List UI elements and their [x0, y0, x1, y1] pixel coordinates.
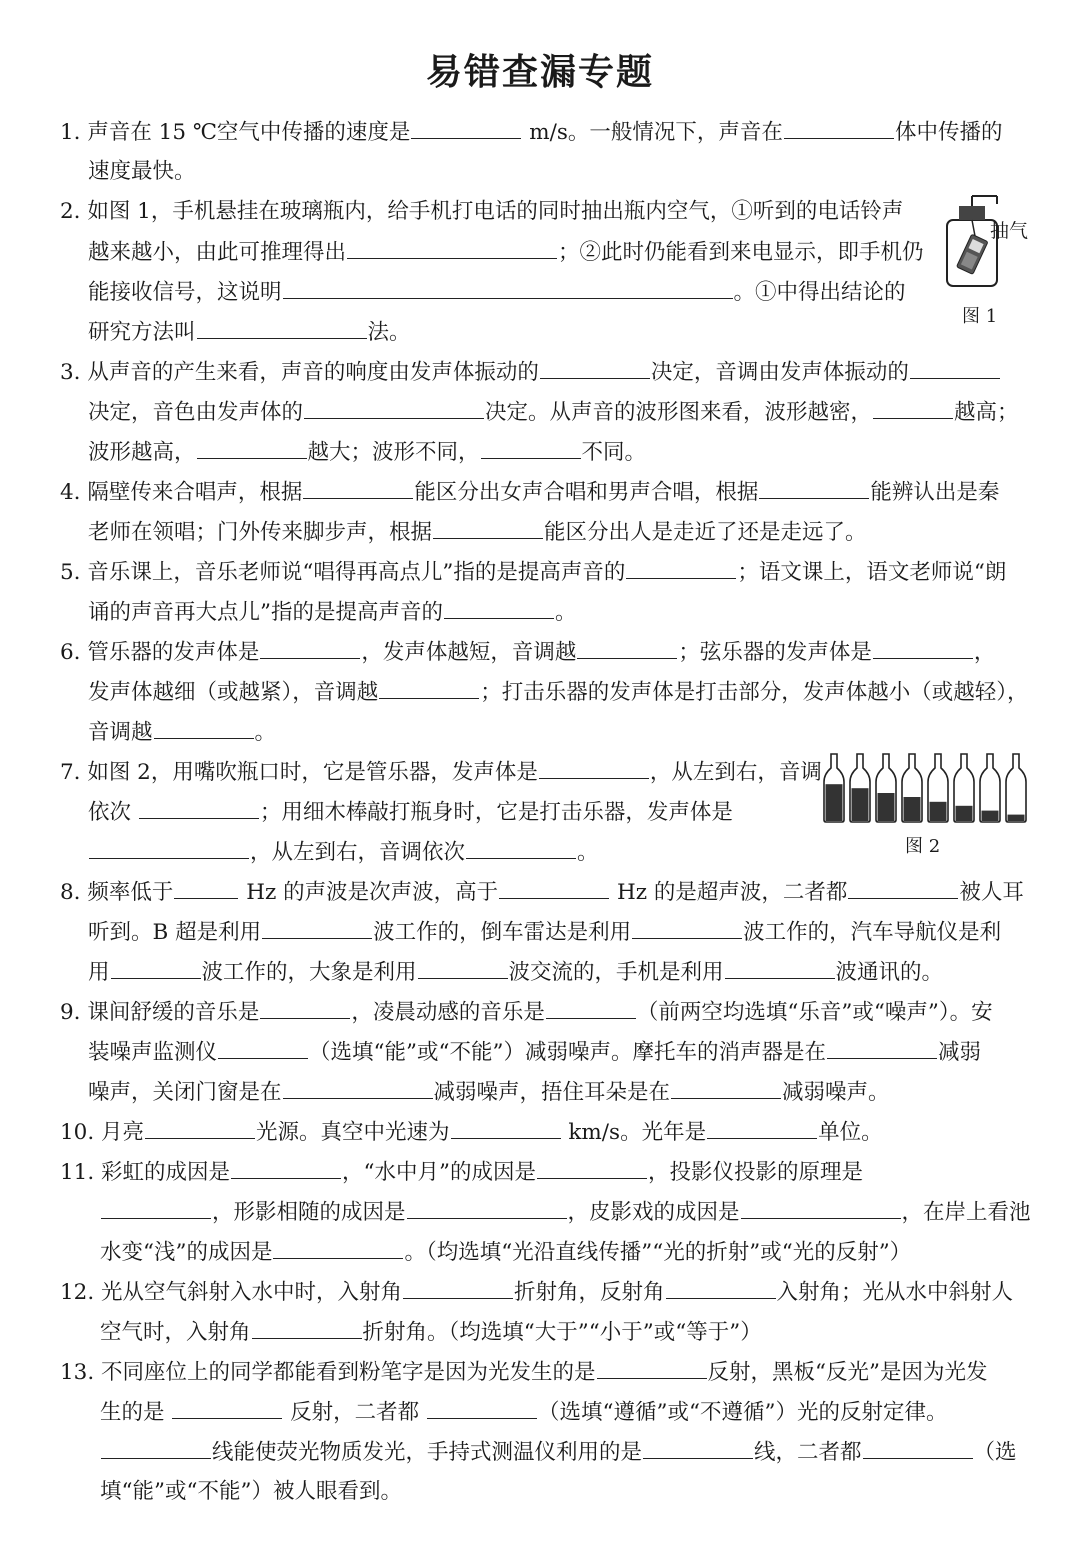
line-text: 。 [254, 720, 277, 745]
line-text: 单位。 [818, 1120, 883, 1145]
bottle [876, 754, 896, 822]
line-text: ，形影相随的成因是 [212, 1200, 406, 1225]
answer-blank[interactable] [411, 112, 521, 139]
answer-blank[interactable] [252, 1312, 362, 1339]
line-text: 减弱噪声。 [782, 1080, 890, 1105]
line-text: 6. 管乐器的发声体是 [60, 640, 260, 665]
line-text: ， [973, 640, 996, 665]
text-line [88, 1032, 981, 1072]
text-line [88, 272, 906, 312]
line-text: 决定。从声音的波形图来看，波形越密， [485, 400, 873, 425]
text-line [88, 432, 646, 472]
answer-blank[interactable] [444, 592, 554, 619]
line-text: （选 [973, 1440, 1017, 1465]
line-text: （选填“能”或“不能”）减弱噪声。摩托车的消声器是在 [309, 1040, 826, 1065]
text-line [88, 592, 577, 632]
answer-blank[interactable] [197, 312, 367, 339]
answer-blank[interactable] [540, 352, 650, 379]
line-text: ，凌晨动感的音乐是 [351, 1000, 545, 1025]
answer-blank[interactable] [174, 872, 238, 899]
line-text: ，投影仪投影的原理是 [648, 1160, 864, 1185]
answer-blank[interactable] [427, 1392, 537, 1419]
answer-blank[interactable] [283, 272, 733, 299]
line-text: 线能使荧光物质发光，手持式测温仪利用的是 [212, 1440, 643, 1465]
answer-blank[interactable] [539, 752, 649, 779]
line-text: 9. 课间舒缓的音乐是 [60, 1000, 260, 1025]
answer-blank[interactable] [145, 1112, 255, 1139]
line-text: ，发声体越短，音调越 [361, 640, 577, 665]
line-text: 空气时，入射角 [100, 1320, 251, 1345]
line-text: ，从左到右，音调依次 [250, 840, 466, 865]
bottle [824, 754, 844, 822]
line-text: ，“水中月”的成因是 [342, 1160, 537, 1185]
line-text: 减弱噪声，捂住耳朵是在 [433, 1080, 671, 1105]
line-text: 8. 频率低于 [60, 880, 174, 905]
line-text: 能辨认出是秦 [870, 480, 1000, 505]
text-line [100, 1192, 1031, 1232]
text-line [60, 872, 1024, 912]
line-text: 13. 不同座位上的同学都能看到粉笔字是因为光发生的是 [60, 1360, 596, 1385]
line-text: 1. 声音在 15 ℃空气中传播的速度是 [60, 120, 411, 145]
text-line [60, 632, 995, 672]
answer-blank[interactable] [910, 352, 1000, 379]
text-line [60, 752, 822, 792]
line-text: m/s。一般情况下，声音在 [522, 120, 783, 145]
line-text: 12. 光从空气斜射入水中时，入射角 [60, 1280, 403, 1305]
bottle [954, 754, 974, 822]
answer-blank[interactable] [139, 792, 259, 819]
line-text: 能接收信号，这说明 [88, 280, 282, 305]
line-text: 老师在领唱；门外传来脚步声，根据 [88, 520, 433, 545]
line-text: 2. 如图 1，手机悬挂在玻璃瓶内，给手机打电话的同时抽出瓶内空气，①听到的电话铃声 [60, 199, 904, 224]
answer-blank[interactable] [231, 1152, 341, 1179]
bottle [850, 754, 870, 822]
answer-blank[interactable] [873, 392, 953, 419]
line-text: 诵的声音再大点儿”指的是提高声音的 [88, 600, 443, 625]
answer-blank[interactable] [260, 632, 360, 659]
line-text: 速度最快。 [88, 159, 196, 184]
line-text: ；打击乐器的发声体是打击部分，发声体越小（或越轻）， [480, 680, 1029, 705]
answer-blank[interactable] [111, 952, 201, 979]
line-text: 波工作的，倒车雷达是利用 [373, 920, 632, 945]
line-text: 入射角；光从水中斜射人 [776, 1280, 1014, 1305]
text-line [88, 792, 733, 832]
line-text: 。①中得出结论的 [733, 280, 906, 305]
line-text: Hz 的是超声波，二者都 [610, 880, 848, 905]
line-text: km/s。光年是 [561, 1120, 707, 1145]
line-text: 生的是 [100, 1400, 172, 1425]
line-text: 体中传播的 [894, 120, 1003, 145]
text-line [88, 672, 1029, 712]
text-line [60, 112, 1002, 152]
line-text: 波工作的，汽车导航仪是利 [743, 920, 1002, 945]
line-text: 4. 隔壁传来合唱声，根据 [60, 480, 303, 505]
line-text: 不同。 [581, 440, 647, 465]
text-line [60, 1112, 883, 1152]
answer-blank[interactable] [403, 1272, 513, 1299]
text-line [60, 1152, 863, 1192]
answer-blank[interactable] [577, 632, 677, 659]
text-line [60, 1272, 1013, 1312]
answer-blank[interactable] [433, 512, 543, 539]
line-text: ；用细木棒敲打瓶身时，它是打击乐器，发声体是 [259, 800, 733, 825]
text-line [88, 392, 1019, 432]
line-text: 波交流的，手机是利用 [508, 960, 724, 985]
answer-blank[interactable] [466, 832, 576, 859]
answer-blank[interactable] [451, 1112, 561, 1139]
answer-blank[interactable] [759, 472, 869, 499]
line-text: 用 [88, 960, 110, 985]
answer-blank[interactable] [260, 992, 350, 1019]
text-line [88, 912, 1001, 952]
line-text: （前两空均选填“乐音”或“噪声”）。安 [636, 1000, 993, 1025]
answer-blank[interactable] [848, 872, 958, 899]
answer-blank[interactable] [347, 232, 557, 259]
line-text: 光源。真空中光速为 [256, 1120, 450, 1145]
bottle [1006, 754, 1026, 822]
line-text: 。 [555, 600, 577, 625]
answer-blank[interactable] [546, 992, 636, 1019]
line-text: 噪声，关闭门窗是在 [88, 1080, 282, 1105]
line-text: 音调越 [88, 720, 153, 745]
line-text: 线，二者都 [754, 1440, 862, 1465]
answer-blank[interactable] [154, 712, 254, 739]
answer-blank[interactable] [632, 912, 742, 939]
answer-blank[interactable] [407, 1192, 567, 1219]
answer-blank[interactable] [707, 1112, 817, 1139]
line-text: 越高； [954, 400, 1019, 425]
text-line [88, 232, 924, 272]
figure-2-bottles [820, 752, 1032, 824]
line-text: 法。 [367, 320, 411, 345]
line-text: 被人耳 [959, 880, 1024, 905]
answer-blank[interactable] [262, 912, 372, 939]
line-text: 水变“浅”的成因是 [100, 1240, 273, 1265]
line-text: 。（均选填“光沿直线传播”“光的折射”或“光的反射”） [404, 1240, 912, 1265]
text-line [88, 312, 411, 352]
answer-blank[interactable] [303, 472, 413, 499]
answer-blank[interactable] [863, 1432, 973, 1459]
text-line [100, 1432, 1017, 1472]
text-line [60, 552, 1006, 592]
answer-blank[interactable] [481, 432, 581, 459]
line-text: 能区分出女声合唱和男声合唱，根据 [414, 480, 759, 505]
line-text: 3. 从声音的产生来看，声音的响度由发声体振动的 [60, 360, 539, 385]
answer-blank[interactable] [304, 392, 484, 419]
line-text: 反射，二者都 [283, 1400, 427, 1425]
bottle [902, 754, 922, 822]
line-text: 反射，黑板“反光”是因为光发 [707, 1360, 988, 1385]
text-line [88, 832, 599, 872]
text-line [88, 152, 196, 192]
answer-blank[interactable] [597, 1352, 707, 1379]
line-text: ，在岸上看池 [901, 1200, 1031, 1225]
bottle [980, 754, 1000, 822]
line-text: ；弦乐器的发声体是 [678, 640, 872, 665]
answer-blank[interactable] [218, 1032, 308, 1059]
line-text: 装噪声监测仪 [88, 1040, 218, 1065]
line-text: 。 [577, 840, 599, 865]
line-text: 填“能”或“不能”）被人眼看到。 [100, 1479, 402, 1504]
line-text: 研究方法叫 [88, 320, 196, 345]
text-line [88, 952, 943, 992]
line-text: ；②此时仍能看到来电显示，即手机仍 [558, 240, 924, 265]
answer-blank[interactable] [671, 1072, 781, 1099]
answer-blank[interactable] [273, 1232, 403, 1259]
figure-2-caption: 图 2 [905, 836, 941, 857]
bottle [928, 754, 948, 822]
line-text: 5. 音乐课上，音乐老师说“唱得再高点儿”指的是提高声音的 [60, 560, 626, 585]
line-text: 依次 [88, 800, 138, 825]
line-text: 越大；波形不同， [307, 440, 480, 465]
line-text: 决定，音色由发声体的 [88, 400, 304, 425]
line-text: ，从左到右，音调 [649, 760, 822, 785]
answer-blank[interactable] [379, 672, 479, 699]
answer-blank[interactable] [827, 1032, 937, 1059]
text-line [60, 992, 993, 1032]
line-text: 折射角，反射角 [514, 1280, 665, 1305]
page-title: 易错查漏专题 [425, 52, 654, 93]
line-text: 10. 月亮 [60, 1120, 145, 1145]
answer-blank[interactable] [626, 552, 736, 579]
line-text: 减弱 [937, 1040, 981, 1065]
line-text: 波通讯的。 [835, 960, 944, 985]
answer-blank[interactable] [666, 1272, 776, 1299]
text-line [88, 1072, 890, 1112]
line-text: 波形越高， [88, 440, 196, 465]
line-text: 折射角。（均选填“大于”“小于”或“等于”） [362, 1320, 762, 1345]
answer-blank[interactable] [89, 832, 249, 859]
answer-blank[interactable] [725, 952, 835, 979]
answer-blank[interactable] [537, 1152, 647, 1179]
text-line [100, 1312, 762, 1352]
line-text: 越来越小，由此可推理得出 [88, 240, 347, 265]
answer-blank[interactable] [784, 112, 894, 139]
line-text: 决定，音调由发声体振动的 [650, 360, 909, 385]
line-text: 听到。B 超是利用 [88, 920, 262, 945]
text-line [88, 512, 867, 552]
text-line [88, 712, 276, 752]
text-line [100, 1392, 947, 1432]
answer-blank[interactable] [197, 432, 307, 459]
answer-blank[interactable] [101, 1192, 211, 1219]
answer-blank[interactable] [873, 632, 973, 659]
line-text: 波工作的，大象是利用 [201, 960, 417, 985]
line-text: 发声体越细（或越紧），音调越 [88, 680, 379, 705]
answer-blank[interactable] [741, 1192, 901, 1219]
line-text: ；语文课上，语文老师说“朗 [737, 560, 1007, 585]
line-text: 11. 彩虹的成因是 [60, 1160, 231, 1185]
figure-1-caption: 图 1 [962, 306, 998, 327]
answer-blank[interactable] [101, 1432, 211, 1459]
text-line [60, 472, 999, 512]
answer-blank[interactable] [283, 1072, 433, 1099]
line-text: 7. 如图 2，用嘴吹瓶口时，它是管乐器，发声体是 [60, 760, 538, 785]
answer-blank[interactable] [172, 1392, 282, 1419]
line-text: Hz 的声波是次声波，高于 [239, 880, 499, 905]
line-text: （选填“遵循”或“不遵循”）光的反射定律。 [538, 1400, 948, 1425]
line-text: ，皮影戏的成因是 [567, 1200, 740, 1225]
text-line [60, 192, 903, 232]
line-text: 能区分出人是走近了还是走远了。 [544, 520, 867, 545]
answer-blank[interactable] [643, 1432, 753, 1459]
text-line [100, 1472, 402, 1512]
text-line [60, 1352, 988, 1392]
answer-blank[interactable] [499, 872, 609, 899]
text-line [100, 1232, 911, 1272]
figure-1-label-pump: 抽气 [990, 220, 1029, 242]
text-line [60, 352, 1001, 392]
answer-blank[interactable] [418, 952, 508, 979]
